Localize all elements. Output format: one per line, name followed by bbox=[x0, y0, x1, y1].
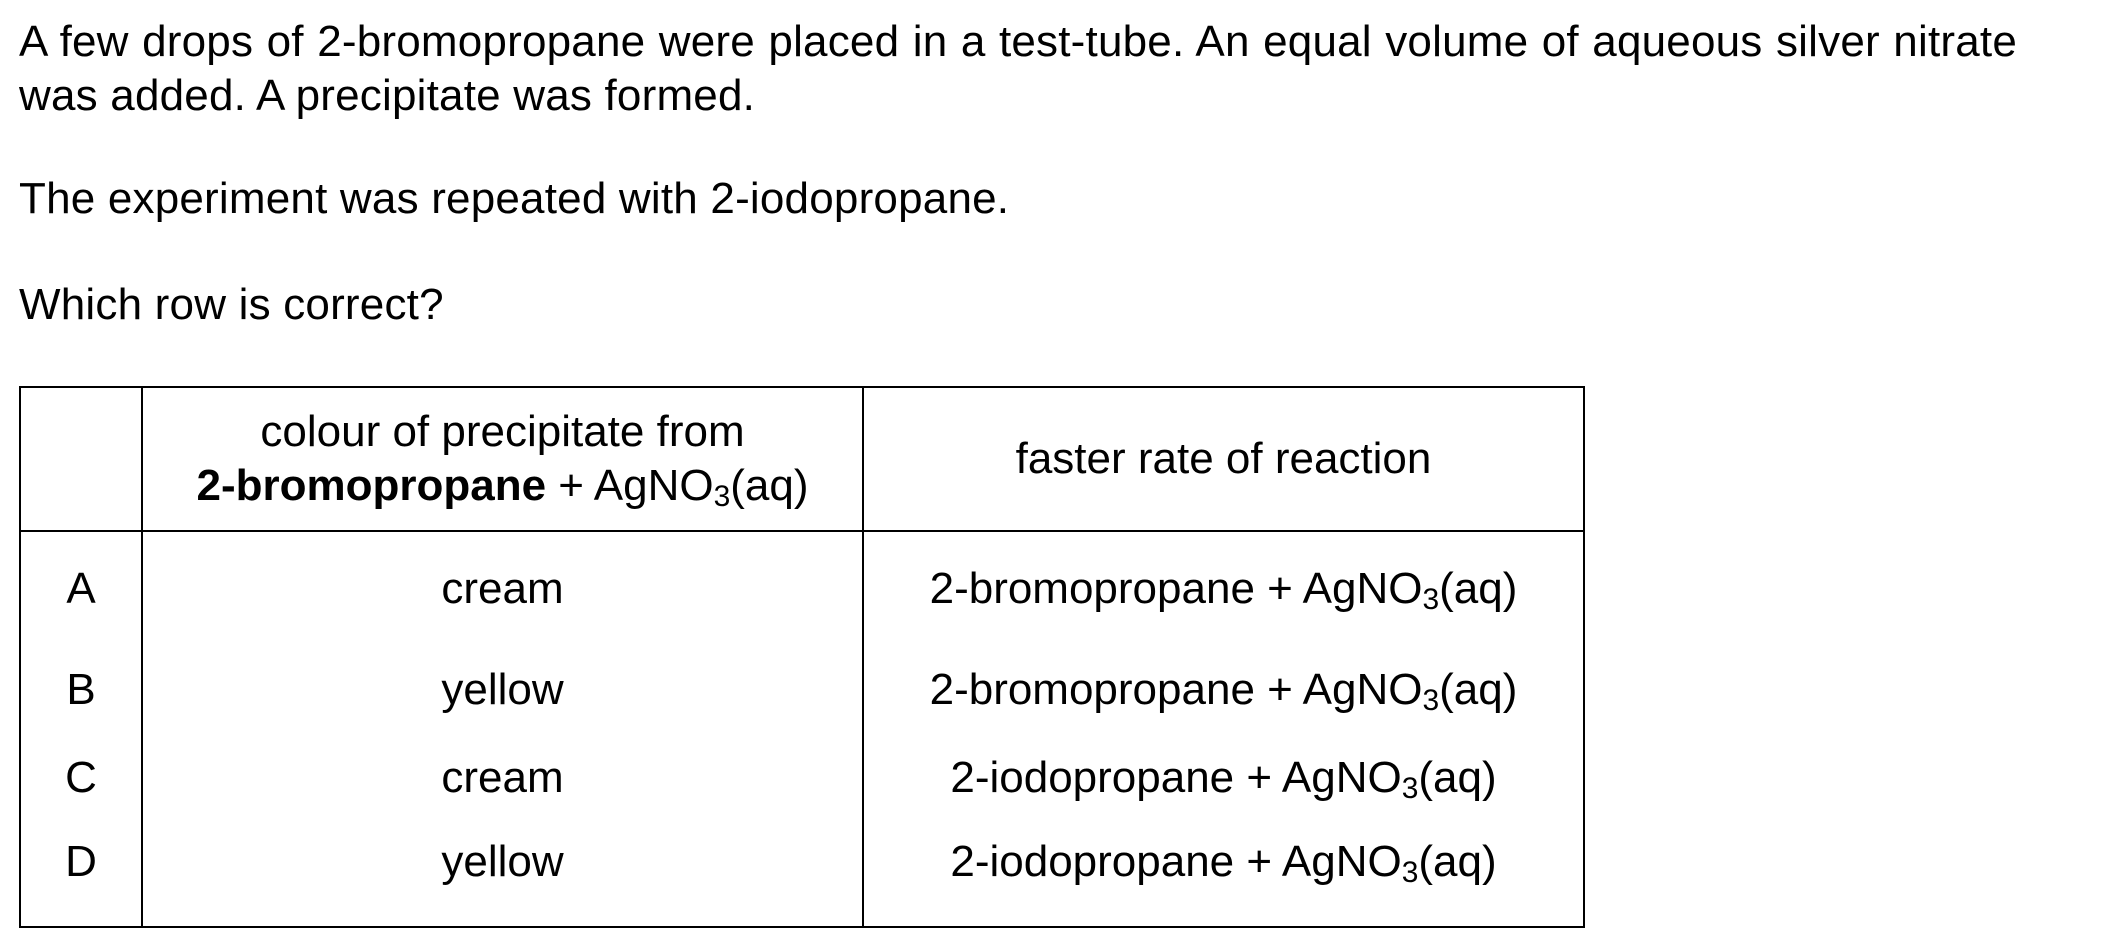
row-rate-reagent-sub: 3 bbox=[1401, 856, 1419, 889]
question-repeat: The experiment was repeated with 2-iodopropane. bbox=[19, 174, 1010, 223]
answer-table bbox=[19, 386, 1585, 928]
row-rate-compound: 2-iodopropane bbox=[950, 753, 1235, 802]
row-rate bbox=[863, 734, 1584, 822]
table-header-row bbox=[20, 387, 1584, 531]
table-row bbox=[20, 822, 1584, 927]
row-rate bbox=[863, 822, 1584, 927]
row-rate-reagent-pre: + AgNO bbox=[1234, 837, 1402, 886]
row-rate-reagent-sub: 3 bbox=[1422, 684, 1440, 717]
header-rate-cell: faster rate of reaction bbox=[863, 387, 1584, 531]
row-colour: yellow bbox=[142, 646, 863, 734]
row-label: D bbox=[20, 822, 142, 927]
row-rate bbox=[863, 646, 1584, 734]
row-rate-reagent-sub: 3 bbox=[1422, 583, 1440, 616]
table-row bbox=[20, 531, 1584, 646]
header-colour-line1: colour of precipitate from bbox=[260, 407, 745, 456]
row-rate-reagent-pre: + AgNO bbox=[1254, 665, 1423, 714]
row-colour: yellow bbox=[142, 822, 863, 927]
row-rate-reagent-post: (aq) bbox=[1439, 564, 1518, 613]
row-rate-compound: 2-bromopropane bbox=[929, 564, 1255, 613]
row-rate-reagent-post: (aq) bbox=[1439, 665, 1518, 714]
row-rate-reagent-post: (aq) bbox=[1418, 753, 1497, 802]
row-colour: cream bbox=[142, 531, 863, 646]
question-intro: A few drops of 2-bromopropane were placed in a test-tube. An equal volume of aqueous silver nitrate was added. A precipitate was formed. bbox=[19, 17, 2017, 120]
row-rate-compound: 2-iodopropane bbox=[950, 837, 1235, 886]
row-label: C bbox=[20, 734, 142, 822]
row-rate-reagent-pre: + AgNO bbox=[1254, 564, 1423, 613]
header-colour-reagent-sub: 3 bbox=[713, 480, 731, 513]
row-rate-reagent-sub: 3 bbox=[1401, 772, 1419, 805]
row-rate-reagent-pre: + AgNO bbox=[1234, 753, 1402, 802]
table-row bbox=[20, 734, 1584, 822]
question-prompt: Which row is correct? bbox=[19, 280, 444, 329]
row-rate-compound: 2-bromopropane bbox=[929, 665, 1255, 714]
header-colour-compound: 2-bromopropane bbox=[196, 461, 547, 510]
header-label-cell bbox=[20, 387, 142, 531]
header-colour-reagent-post: (aq) bbox=[730, 461, 809, 510]
row-label: A bbox=[20, 531, 142, 646]
row-label: B bbox=[20, 646, 142, 734]
row-rate bbox=[863, 531, 1584, 646]
row-rate-reagent-post: (aq) bbox=[1418, 837, 1497, 886]
header-colour-reagent-pre: + AgNO bbox=[546, 461, 714, 510]
header-colour-cell bbox=[142, 387, 863, 531]
row-colour: cream bbox=[142, 734, 863, 822]
table-row bbox=[20, 646, 1584, 734]
